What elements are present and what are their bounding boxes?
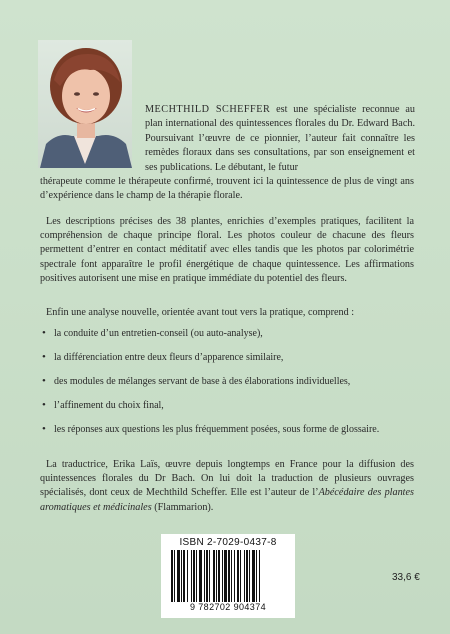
publisher-text: (Flammarion). [151, 501, 214, 513]
list-item: • la différenciation entre deux fleurs d’apparence similaire, [40, 351, 414, 375]
book-title: Abécédaire des plantes aromatiques et médicinales [40, 487, 414, 513]
author-name: MECHTHILD SCHEFFER [145, 104, 271, 115]
author-photo [38, 40, 132, 168]
intro-continued: thérapeute comme le thérapeute confirmé, trouvent ici la quintessence de plus de vingt ans d’expérience dans le champ de la thérapie florale. [40, 176, 414, 202]
translator-paragraph [40, 458, 414, 515]
list-item: • des modules de mélanges servant de base à des élaborations individuelles, [40, 375, 414, 399]
author-intro [145, 103, 415, 175]
list-item: • l’affinement du choix final, [40, 399, 414, 423]
ean-text: 9 782702 904374 [189, 602, 267, 612]
list-item: • la conduite d’un entretien-conseil (ou auto-analyse), [40, 327, 414, 351]
intro-text: est une spécialiste reconnue au plan international des quintessences florales du Dr. Edward Bach. Poursuivant l’œuvre de ce pionnier, l’auteur fait connaître les remèdes floraux dans ses consultations, par son enseignement et ses publications. Le débutant, le futur [145, 104, 415, 173]
price: 33,6 € [392, 572, 420, 583]
barcode [171, 550, 285, 602]
analysis-paragraph: Enfin une analyse nouvelle, orientée avant tout vers la pratique, comprend : [46, 307, 355, 318]
list-item: • les réponses aux questions les plus fréquemment posées, sous forme de glossaire. [40, 423, 414, 447]
barcode-label [161, 534, 295, 618]
analysis-list [40, 327, 414, 447]
description-paragraph: Les descriptions précises des 38 plantes, enrichies d’exemples pratiques, facilitent la compréhension de chaque principe floral. Les photos couleur de chacune des fleurs permettent d’entrer en contact méditatif avec elles tandis que les photos par colorimétrie spectrale font apparaître le profil énergétique de chaque quintessence. Les affirmations positives autorisent une mise en pratique immédiate du potentiel des fleurs. [40, 216, 414, 284]
translator-text: La traductrice, Erika Laïs, œuvre depuis longtemps en France pour la diffusion des quintessences florales du Dr Bach. On lui doit la traduction de plusieurs ouvrages spécialisés, dont ceux de Mechthild Scheffer. Elle est l’auteur de l’ [40, 459, 414, 499]
isbn-text: ISBN 2-7029-0437-8 [179, 537, 277, 548]
